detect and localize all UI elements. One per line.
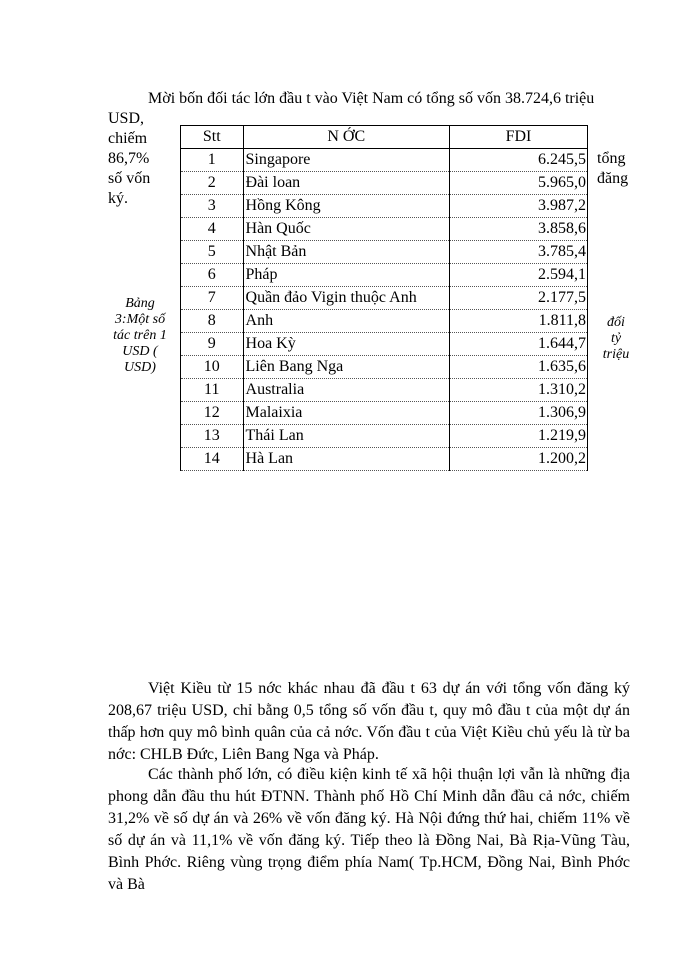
- row-fdi: 1.635,6: [449, 356, 587, 379]
- intro-line-2: USD,: [108, 110, 145, 127]
- row-fdi: 1.310,2: [449, 379, 587, 402]
- row-fdi: 3.858,6: [449, 218, 587, 241]
- row-country: Singapore: [243, 149, 449, 172]
- row-stt: 4: [181, 218, 244, 241]
- right-note-1: tổng: [597, 150, 626, 167]
- row-stt: 7: [181, 287, 244, 310]
- header-fdi: FDI: [449, 126, 587, 149]
- row-fdi: 2.177,5: [449, 287, 587, 310]
- row-country: Malaixia: [243, 402, 449, 425]
- row-country: Liên Bang Nga: [243, 356, 449, 379]
- row-fdi: 1.219,9: [449, 425, 587, 448]
- row-stt: 14: [181, 448, 244, 471]
- paragraph-viet-kieu: Việt Kiều từ 15 nớc khác nhau đã đầu t 63 dự án với tổng vốn đăng ký 208,67 triệu USD, chỉ bằng 0,5 tổng số vốn đầu t, quy mô đầu t của một dự án thấp hơn quy mô bình quân của cả nớc. Vốn đầu t của Việt Kiều chủ yếu là từ ba nớc: CHLB Đức, Liên Bang Nga và Pháp.: [108, 680, 630, 763]
- row-stt: 1: [181, 149, 244, 172]
- row-stt: 13: [181, 425, 244, 448]
- row-stt: 5: [181, 241, 244, 264]
- row-stt: 3: [181, 195, 244, 218]
- table-row: [181, 287, 588, 310]
- header-stt: Stt: [181, 126, 244, 149]
- table-row: [181, 149, 588, 172]
- caption-left-3: tác trên 1: [113, 328, 167, 343]
- row-fdi: 3.785,4: [449, 241, 587, 264]
- table-row: [181, 356, 588, 379]
- row-country: Pháp: [243, 264, 449, 287]
- row-fdi: 5.965,0: [449, 172, 587, 195]
- left-note-4: ký.: [108, 190, 128, 207]
- table-row: [181, 402, 588, 425]
- table-header-row: [181, 126, 588, 149]
- row-country: Hà Lan: [243, 448, 449, 471]
- row-country: Australia: [243, 379, 449, 402]
- row-stt: 12: [181, 402, 244, 425]
- left-note-1: chiếm: [108, 130, 148, 147]
- fdi-table: [180, 125, 588, 471]
- row-fdi: 1.306,9: [449, 402, 587, 425]
- row-stt: 6: [181, 264, 244, 287]
- row-country: Nhật Bản: [243, 241, 449, 264]
- table-caption-left: [110, 296, 170, 376]
- row-country: Hoa Kỳ: [243, 333, 449, 356]
- caption-right-2: tỷ: [610, 331, 622, 346]
- row-fdi: 1.811,8: [449, 310, 587, 333]
- row-fdi: 1.200,2: [449, 448, 587, 471]
- table-row: [181, 264, 588, 287]
- row-country: Quần đảo Vigin thuộc Anh: [243, 287, 449, 310]
- right-note-2: đăng: [597, 170, 629, 187]
- caption-right-3: triệu: [602, 347, 630, 362]
- row-fdi: 6.245,5: [449, 149, 587, 172]
- table-row: [181, 379, 588, 402]
- caption-left-2: 3:Một số: [114, 312, 166, 327]
- table-caption-right: [598, 315, 634, 363]
- row-fdi: 1.644,7: [449, 333, 587, 356]
- table-row: [181, 310, 588, 333]
- row-country: Đài loan: [243, 172, 449, 195]
- intro-line-1: Mời bốn đối tác lớn đầu t vào Việt Nam có tổng số vốn 38.724,6 triệu: [148, 90, 595, 107]
- caption-left-5: USD): [124, 360, 156, 375]
- left-note-3: số vốn: [108, 170, 151, 187]
- table-row: [181, 425, 588, 448]
- row-stt: 8: [181, 310, 244, 333]
- row-fdi: 3.987,2: [449, 195, 587, 218]
- row-stt: 10: [181, 356, 244, 379]
- caption-left-1: Bảng: [125, 296, 155, 311]
- table-row: [181, 195, 588, 218]
- row-country: Hồng Kông: [243, 195, 449, 218]
- table-row: [181, 218, 588, 241]
- caption-left-4: USD (: [122, 344, 158, 359]
- table-row: [181, 333, 588, 356]
- left-note-2: 86,7%: [108, 150, 150, 167]
- row-stt: 2: [181, 172, 244, 195]
- row-country: Hàn Quốc: [243, 218, 449, 241]
- caption-right-1: đối: [607, 315, 625, 330]
- header-country: N ỚC: [243, 126, 449, 149]
- row-stt: 11: [181, 379, 244, 402]
- row-country: Thái Lan: [243, 425, 449, 448]
- row-country: Anh: [243, 310, 449, 333]
- table-row: [181, 448, 588, 471]
- paragraph-cities: Các thành phố lớn, có điều kiện kinh tế xã hội thuận lợi vẫn là những địa phong dẫn đầu thu hút ĐTNN. Thành phố Hồ Chí Minh dẫn đầu cả nớc, chiếm 31,2% về số dự án và 26% về vốn đăng ký. Hà Nội đứng thứ hai, chiếm 11% về số dự án và 11,1% về vốn đăng ký. Tiếp theo là Đồng Nai, Bà Rịa-Vũng Tàu, Bình Phớc. Riêng vùng trọng điểm phía Nam( Tp.HCM, Đồng Nai, Bình Phớc và Bà: [108, 766, 630, 893]
- table-row: [181, 172, 588, 195]
- row-fdi: 2.594,1: [449, 264, 587, 287]
- table-row: [181, 241, 588, 264]
- row-stt: 9: [181, 333, 244, 356]
